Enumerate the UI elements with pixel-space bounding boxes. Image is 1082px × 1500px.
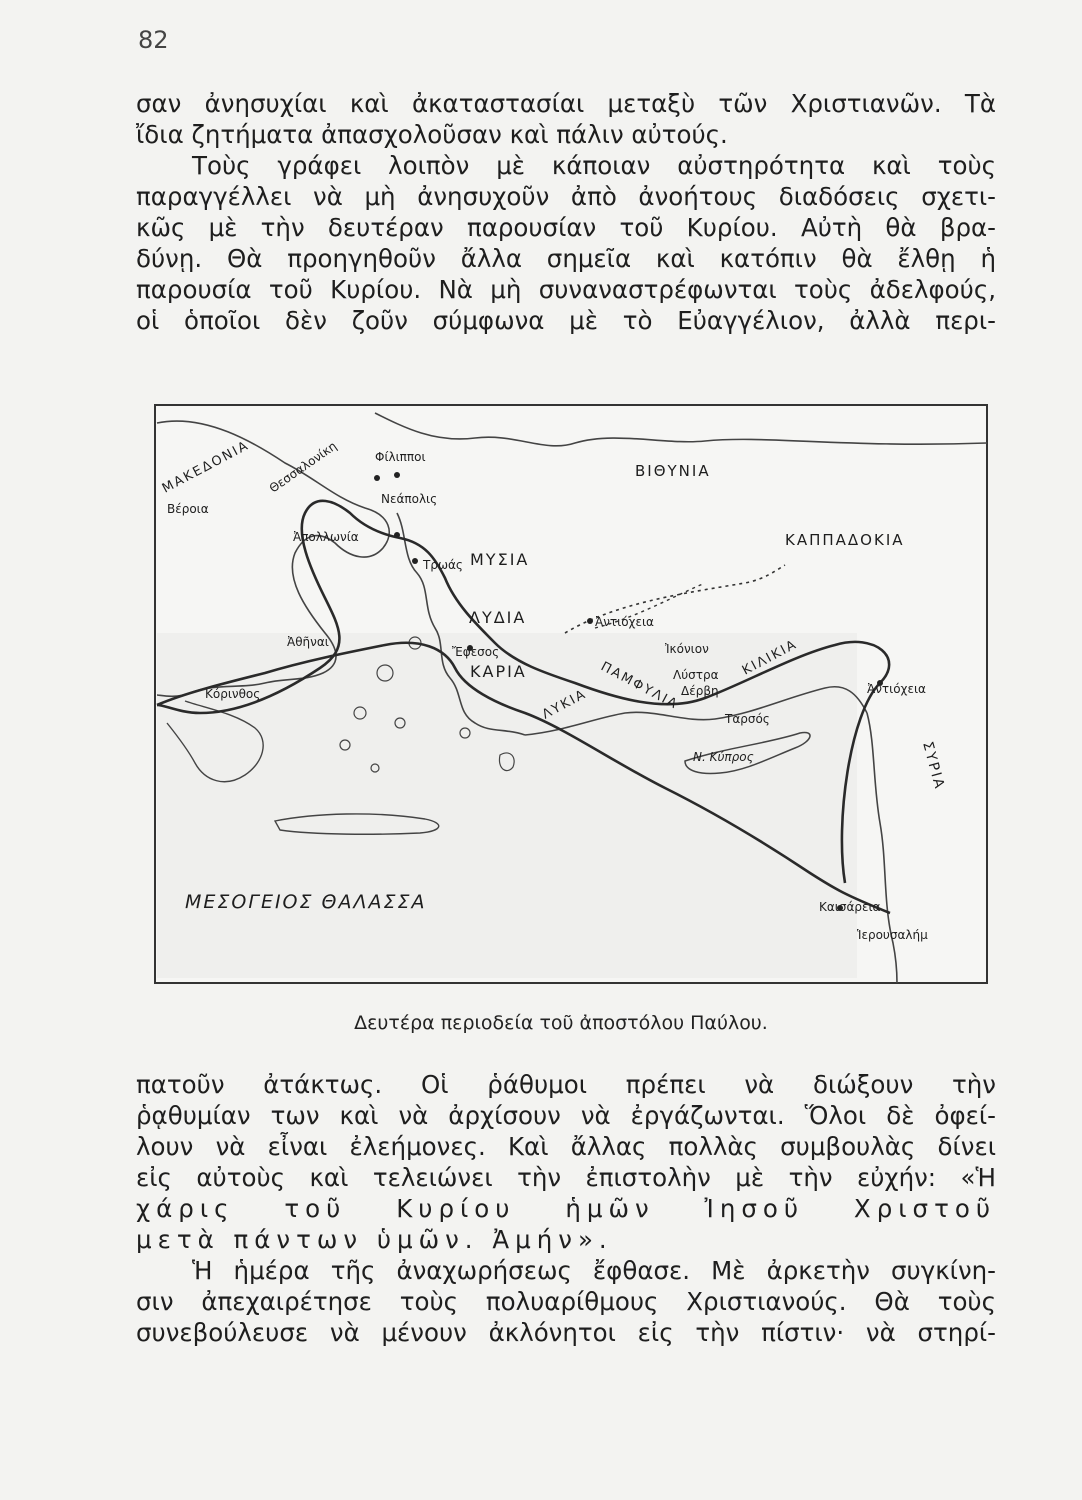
text-line: ἴδια ζητήματα ἀπασχολοῦσαν καὶ πάλιν αὐτούς.	[136, 120, 728, 149]
bottom-paragraphs	[136, 1069, 996, 1348]
text-line: συνεβούλευσε νὰ μένουν ἀκλόνητοι εἰς τὴν πίστιν· νὰ στηρί-	[136, 1318, 996, 1347]
region-cappadocia: ΚΑΠΠΑΔΟΚΙΑ	[785, 531, 905, 549]
text-line: σιν ἀπεχαιρέτησε τοὺς πολυαρίθμους Χριστιανούς. Θὰ τοὺς	[136, 1287, 996, 1316]
text-line: χάρις τοῦ Κυρίου ἡμῶν Ἰησοῦ Χριστοῦ	[136, 1194, 996, 1223]
region-mediterranean-sea: ΜΕΣΟΓΕΙΟΣ ΘΑΛΑΣΣΑ	[185, 891, 427, 913]
region-mysia: ΜΥΣΙΑ	[470, 550, 530, 569]
city-troas: Τρωάς	[423, 558, 463, 572]
region-lydia: ΛΥΔΙΑ	[469, 608, 527, 627]
map-caption: Δευτέρα περιοδεία τοῦ ἀποστόλου Παύλου.	[354, 1012, 768, 1034]
text-line: λουν νὰ εἶναι ἐλεήμονες. Καὶ ἄλλας πολλὰς συμβουλὰς δίνει	[136, 1132, 996, 1161]
text-line: κῶς μὲ τὴν δευτέραν παρουσίαν τοῦ Κυρίου. Αὐτὴ θὰ βρα-	[136, 213, 996, 242]
city-thessalonica: Θεσσαλονίκη	[266, 438, 340, 496]
text-line: οἱ ὁποῖοι δὲν ζοῦν σύμφωνα μὲ τὸ Εὐαγγέλιον, ἀλλὰ περι-	[136, 306, 996, 335]
city-jerusalem: Ἱερουσαλήμ	[857, 928, 928, 942]
text-line: Τοὺς γράφει λοιπὸν μὲ κάποιαν αὐστηρότητα καὶ τοὺς	[192, 151, 996, 180]
city-dot	[394, 472, 400, 478]
text-line: μετὰ πάντων ὑμῶν. Ἀμήν».	[136, 1225, 613, 1254]
city-iconium: Ἰκόνιον	[665, 642, 709, 656]
text-line: εἰς αὐτοὺς καὶ τελειώνει τὴν ἐπιστολὴν μὲ τὴν εὐχήν: «Ἡ	[136, 1163, 996, 1192]
page-number: 82	[138, 26, 169, 54]
city-cyprus: Ν. Κύπρος	[693, 750, 754, 764]
city-dot	[394, 532, 400, 538]
text-line: πατοῦν ἀτάκτως. Οἱ ῥάθυμοι πρέπει νὰ διώξουν τὴν	[136, 1070, 996, 1099]
text-line: παρουσία τοῦ Κυρίου. Νὰ μὴ συναναστρέφωνται τοὺς ἀδελφούς,	[136, 275, 996, 304]
sea-area	[157, 633, 857, 978]
text-line: δύνῃ. Θὰ προηγηθοῦν ἄλλα σημεῖα καὶ κατόπιν θὰ ἔλθῃ ἡ	[136, 244, 996, 273]
city-antioch-pisidia: Ἀντιόχεια	[595, 615, 654, 629]
city-derbe: Δέρβη	[681, 684, 719, 698]
region-syria: ΣΥΡΙΑ	[919, 739, 948, 792]
city-corinth: Κόρινθος	[205, 687, 261, 701]
text-line: σαν ἀνησυχίαι καὶ ἀκαταστασίαι μεταξὺ τῶν Χριστιανῶν. Τὰ	[136, 89, 996, 118]
city-lystra: Λύστρα	[673, 668, 719, 682]
city-tarsus: Ταρσός	[725, 712, 770, 726]
region-cilicia: ΚΙΛΙΚΙΑ	[739, 636, 801, 679]
city-caesarea: Καισάρεια	[819, 900, 881, 914]
city-philippi: Φίλιπποι	[375, 450, 426, 464]
city-ephesus: Ἔφεσος	[452, 645, 500, 659]
region-pamphylia: ΠΑΜΦΥΛΙΑ	[598, 659, 681, 713]
region-macedonia: ΜΑΚΕΔΟΝΙΑ	[159, 438, 253, 497]
city-dot	[412, 558, 418, 564]
top-paragraphs	[136, 88, 996, 336]
text-line: ῥᾳθυμίαν των καὶ νὰ ἀρχίσουν νὰ ἐργάζωνται. Ὅλοι δὲ ὀφεί-	[136, 1101, 996, 1130]
city-beroea: Βέροια	[167, 502, 209, 516]
city-antioch-syria: Ἀντιόχεια	[867, 682, 926, 696]
text-line: παραγγέλλει νὰ μὴ ἀνησυχοῦν ἀπὸ ἀνοήτους διαδόσεις σχετι-	[136, 182, 996, 211]
region-caria: ΚΑΡΙΑ	[470, 662, 527, 681]
city-neapolis: Νεάπολις	[381, 492, 438, 506]
region-lycia: ΛΥΚΙΑ	[539, 686, 590, 723]
city-dot	[587, 618, 593, 624]
region-bithynia: ΒΙΘΥΝΙΑ	[635, 462, 711, 480]
city-dot	[374, 475, 380, 481]
city-apollonia: Ἀπολλωνία	[293, 530, 359, 544]
text-line: Ἡ ἡμέρα τῆς ἀναχωρήσεως ἔφθασε. Μὲ ἀρκετὴν συγκίνη-	[192, 1256, 996, 1285]
city-athens: Ἀθῆναι	[287, 635, 329, 649]
map-second-journey-of-paul	[145, 383, 995, 988]
